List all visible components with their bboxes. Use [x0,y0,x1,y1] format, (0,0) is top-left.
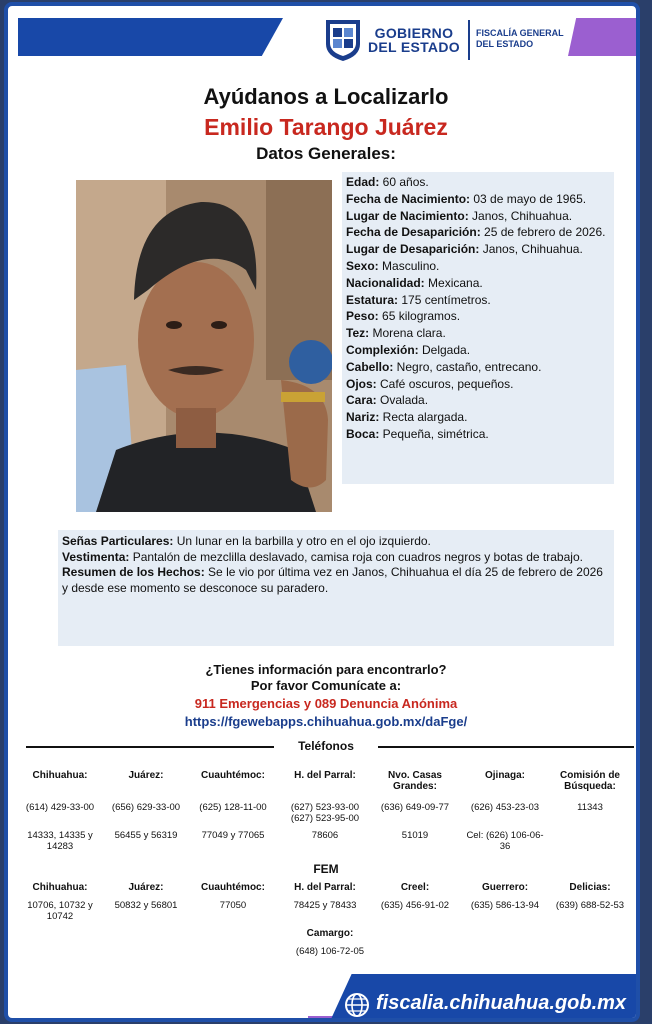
fem-title: FEM [313,862,339,876]
telefono-number: Cel: (626) 106-06-36 [466,830,544,852]
dato-label: Cabello: [346,359,394,374]
dato-row [346,308,610,325]
telefono-city: Nvo. Casas Grandes: [388,770,442,792]
fem-city: Chihuahua: [32,882,88,893]
telefono-number: 11343 [577,802,603,813]
fem-city: Cuauhtémoc: [201,882,265,893]
fem-number: (635) 586-13-94 [470,900,540,911]
telefono-number: 77049 y 77065 [201,830,265,841]
dato-label: Complexión: [346,342,419,357]
fem-number: (635) 456-91-02 [380,900,450,911]
dato-value: Pequeña, simétrica. [379,426,489,441]
poster-title: Ayúdanos a Localizarlo [203,84,449,109]
fem-number: 50832 y 56801 [114,900,178,911]
telefono-city: Comisión de Búsqueda: [559,770,620,792]
telefono-number: (625) 128-11-00 [199,802,267,813]
dato-label: Sexo: [346,258,379,273]
header-blue-bar [18,18,283,56]
fem-city: H. del Parral: [294,882,356,893]
dato-value: 25 de febrero de 2026. [480,225,606,240]
cta-url-link[interactable]: https://fgewebapps.chihuahua.gob.mx/daFge/ [184,714,468,729]
telefono-number: (626) 453-23-03 [470,802,540,813]
fem-number: 78425 y 78433 [293,900,357,911]
fem-number: (639) 688-52-53 [555,900,625,911]
cta-emergency: 911 Emergencias y 089 Denuncia Anónima [194,696,458,711]
dato-row [346,325,610,342]
dato-row [346,409,610,426]
fem-city: Guerrero: [481,882,529,893]
telefono-city: Ojinaga: [484,770,525,781]
dato-value: Café oscuros, pequeños. [376,376,514,391]
dato-value: Mexicana. [424,275,483,290]
dato-label: Tez: [346,326,370,341]
dato-value: Negro, castaño, entrecano. [393,359,542,374]
logo-divider [468,20,470,60]
dato-row [346,208,610,225]
dato-row [346,342,610,359]
fem-number: 10706, 10732 y 10742 [27,900,93,922]
telefono-city: Chihuahua: [32,770,88,781]
dato-value: Recta alargada. [379,410,468,425]
fem-city: Juárez: [128,882,164,893]
dato-value: Masculino. [378,258,440,273]
telefono-number: 78606 [311,830,339,841]
dato-label: Nacionalidad: [346,275,425,290]
dato-label: Fecha de Nacimiento: [346,191,471,206]
section-title: Datos Generales: [256,144,396,163]
telefono-number: (636) 649-09-77 [380,802,450,813]
fem-city: Creel: [400,882,430,893]
cta-please: Por favor Comunícate a: [250,678,402,693]
dato-row [346,174,610,191]
telefono-number: 51019 [401,830,429,841]
telefonos-title: Teléfonos [298,739,354,753]
camargo-number: (648) 106-72-05 [295,946,365,957]
dato-label: Lugar de Nacimiento: [346,208,469,223]
dato-label: Nariz: [346,410,380,425]
dato-row [346,191,610,208]
resumen-hechos: Resumen de los Hechos: Se le vio por última vez en Janos, Chihuahua el día 25 de febrero de 2026 y desde ese momento se desconoce su paradero. [62,565,603,595]
dato-value: 65 kilogramos. [378,309,461,324]
dato-label: Peso: [346,309,379,324]
person-photo [76,180,332,512]
dato-label: Estatura: [346,292,399,307]
telefono-number: 56455 y 56319 [114,830,178,841]
divider-right [378,746,634,748]
telefono-number: 14333, 14335 y 14283 [27,830,93,852]
dato-row [346,359,610,376]
fem-city: Delicias: [569,882,611,893]
dato-value: 175 centímetros. [398,292,491,307]
dato-value: 03 de mayo de 1965. [470,191,587,206]
telefono-number: (627) 523-93-00 (627) 523-95-00 [290,802,360,824]
dato-value: Delgada. [418,342,471,357]
telefono-city: H. del Parral: [294,770,356,781]
dato-row [346,224,610,241]
dato-label: Ojos: [346,376,377,391]
header-purple-bar [568,18,636,56]
dato-row [346,376,610,393]
camargo-city: Camargo: [306,928,354,939]
telefono-city: Juárez: [128,770,164,781]
dato-label: Edad: [346,175,380,189]
dato-value: Morena clara. [369,326,446,341]
dato-value: 60 años. [379,175,429,189]
dato-row [346,292,610,309]
fem-number: 77050 [219,900,247,911]
dato-row [346,426,610,443]
telefono-city: Cuauhtémoc: [201,770,265,781]
state-shield-icon [324,18,362,62]
dato-value: Janos, Chihuahua. [468,208,573,223]
datos-list [346,174,610,443]
dato-row [346,275,610,292]
dato-label: Boca: [346,426,380,441]
dato-label: Fecha de Desaparición: [346,225,481,240]
cta-question: ¿Tienes información para encontrarlo? [205,662,447,677]
details-panel [58,530,614,646]
datos-generales-panel [342,172,614,484]
dato-row [346,241,610,258]
globe-icon [344,992,370,1018]
missing-person-poster [4,2,640,1022]
dato-label: Cara: [346,393,377,408]
fiscalia-wordmark: FISCALÍA GENERAL DEL ESTADO [476,28,564,49]
dato-value: Ovalada. [376,393,429,408]
vestimenta: Vestimenta: Pantalón de mezclilla deslavado, camisa roja con cuadros negros y botas de trabajo. [62,549,583,564]
gobierno-wordmark: GOBIERNO DEL ESTADO [368,25,460,55]
person-name: Emilio Tarango Juárez [204,114,448,140]
senas-particulares: Señas Particulares: Un lunar en la barbilla y otro en el ojo izquierdo. [62,534,431,548]
telefono-number: (656) 629-33-00 [111,802,181,813]
dato-value: Janos, Chihuahua. [479,242,583,257]
dato-label: Lugar de Desaparición: [346,242,480,257]
telefono-number: (614) 429-33-00 [25,802,95,813]
footer-website-link[interactable]: fiscalia.chihuahua.gob.mx [376,992,627,1014]
dato-row [346,392,610,409]
footer-stripe [8,1020,308,1022]
dato-row [346,258,610,275]
